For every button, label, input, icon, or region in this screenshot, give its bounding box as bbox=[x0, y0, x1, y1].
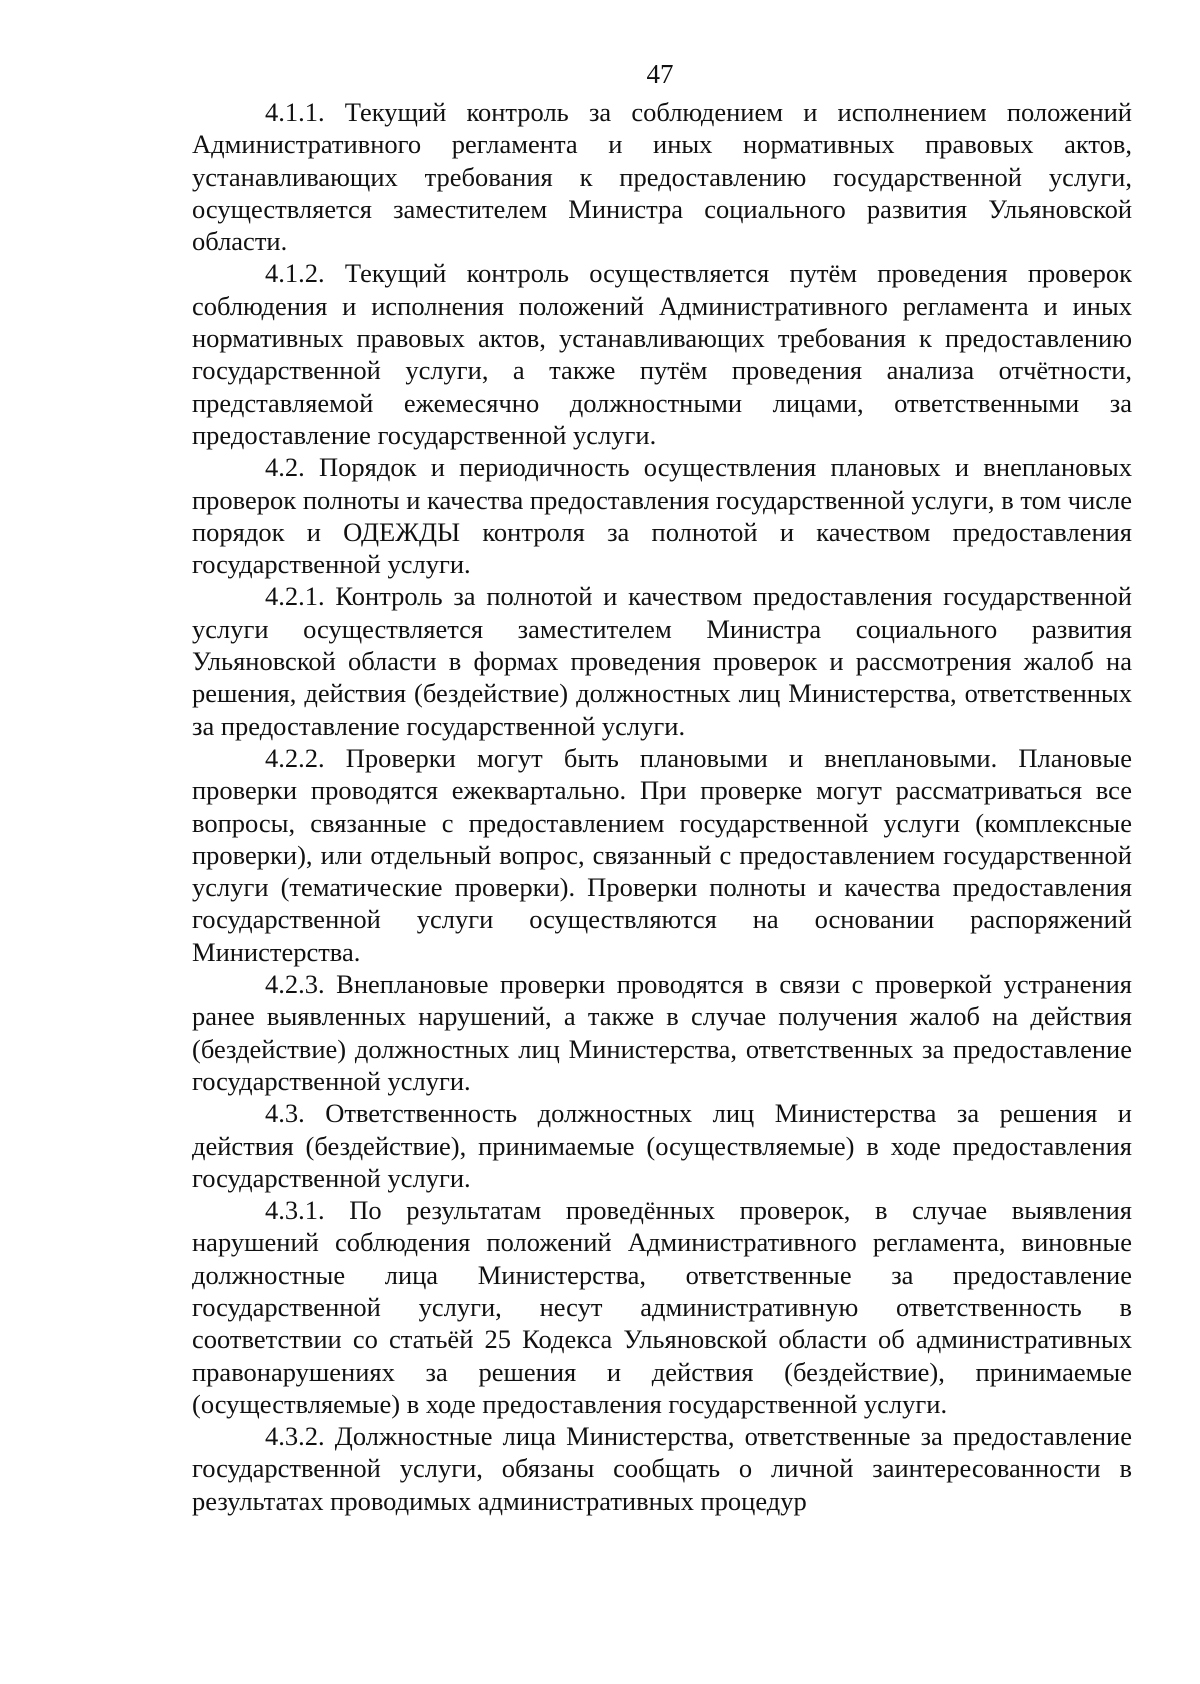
paragraph-4-2-3: 4.2.3. Внеплановые проверки проводятся в связи с проверкой устранения ранее выявленных нарушений, а также в случае получения жалоб на действия (бездействие) должностных лиц Министерства, ответственных за предоставление государственной услуги. bbox=[192, 969, 1132, 1096]
paragraph-4-3: 4.3. Ответственность должностных лиц Министерства за решения и действия (бездействие), принимаемые (осуществляемые) в ходе предоставления государственной услуги. bbox=[192, 1098, 1132, 1193]
paragraph-4-3-2: 4.3.2. Должностные лица Министерства, ответственные за предоставление государственной услуги, обязаны сообщать о личной заинтересованности в результатах проводимых административных процедур bbox=[192, 1421, 1132, 1516]
paragraph-4-3-1: 4.3.1. По результатам проведённых проверок, в случае выявления нарушений соблюдения положений Административного регламента, виновные должностные лица Министерства, ответственные за предоставление государственной услуги, несут административную ответственность в соответствии со статьёй 25 Кодекса Ульяновской области об административных правонарушениях за решения и действия (бездействие), принимаемые (осуществляемые) в ходе предоставления государственной услуги. bbox=[192, 1195, 1132, 1419]
page-number: 47 bbox=[646, 59, 674, 89]
paragraph-4-2-2: 4.2.2. Проверки могут быть плановыми и внеплановыми. Плановые проверки проводятся ежеквартально. При проверке могут рассматриваться все вопросы, связанные с предоставлением государственной услуги (комплексные проверки), или отдельный вопрос, связанный с предоставлением государственной услуги (тематические проверки). Проверки полноты и качества предоставления государственной услуги осуществляются на основании распоряжений Министерства. bbox=[192, 742, 1132, 967]
paragraph-4-1-2: 4.1.2. Текущий контроль осуществляется путём проведения проверок соблюдения и исполнения положений Административного регламента и иных нормативных правовых актов, устанавливающих требования к предоставлению государственной услуги, а также путём проведения анализа отчётности, представляемой ежемесячно должностными лицами, ответственными за предоставление государственной услуги. bbox=[192, 258, 1132, 450]
paragraph-4-1-1: 4.1.1. Текущий контроль за соблюдением и исполнением положений Административного регламента и иных нормативных правовых актов, устанавливающих требования к предоставлению государственной услуги, осуществляется заместителем Министра социального развития Ульяновской области. bbox=[192, 97, 1132, 257]
paragraph-4-2: 4.2. Порядок и периодичность осуществления плановых и внеплановых проверок полноты и качества предоставления государственной услуги, в том числе порядок и ОДЕЖДЫ контроля за полнотой и качеством предоставления государственной услуги. bbox=[192, 452, 1132, 580]
document-body bbox=[192, 96, 1132, 1517]
paragraph-4-2-1: 4.2.1. Контроль за полнотой и качеством предоставления государственной услуги осуществляется заместителем Министра социального развития Ульяновской области в формах проведения проверок и рассмотрения жалоб на решения, действия (бездействие) должностных лиц Министерства, ответственных за предоставление государственной услуги. bbox=[192, 581, 1132, 741]
